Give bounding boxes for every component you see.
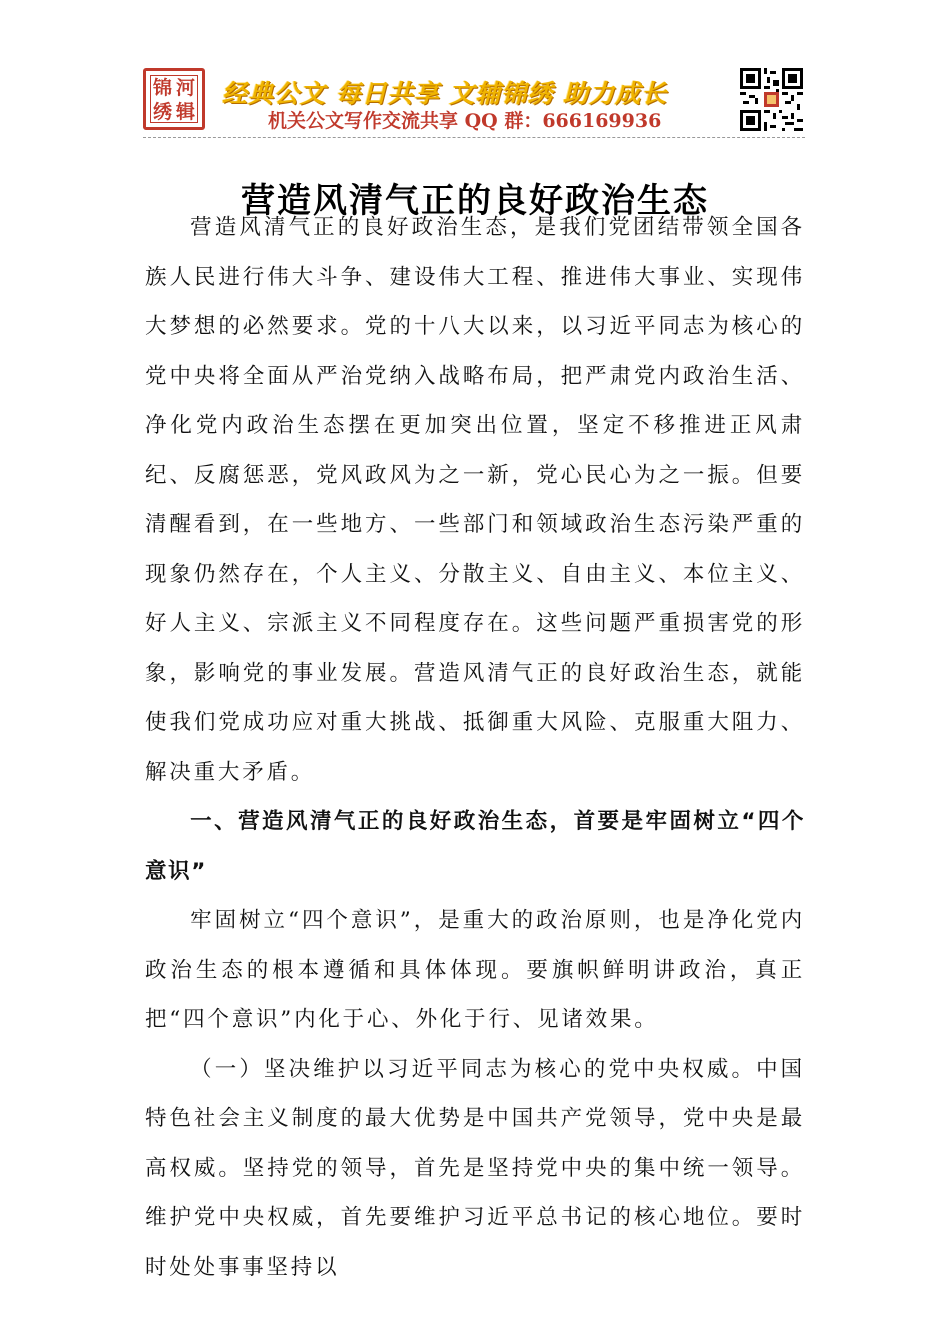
seal-char: 绣 [152, 101, 172, 123]
header-banner [0, 0, 950, 140]
document-body [145, 203, 805, 1292]
header-slogan: 经典公文 每日共享 文辅锦绣 助力成长 [222, 79, 668, 108]
qq-group-line: 机关公文写作交流共享 QQ 群：666169936 [268, 110, 662, 132]
seal-logo [143, 68, 205, 130]
intro-paragraph: 营造风清气正的良好政治生态，是我们党团结带领全国各族人民进行伟大斗争、建设伟大工程、推进伟大事业、实现伟大梦想的必然要求。党的十八大以来，以习近平同志为核心的党中央将全面从严治党纳入战略布局，把严肃党内政治生活、净化党内政治生态摆在更加突出位置，坚定不移推进正风肃纪、反腐惩恶，党风政风为之一新，党心民心为之一振。但要清醒看到，在一些地方、一些部门和领域政治生态污染严重的现象仍然存在，个人主义、分散主义、自由主义、本位主义、好人主义、宗派主义不同程度存在。这些问题严重损害党的形象，影响党的事业发展。营造风清气正的良好政治生态，就能使我们党成功应对重大挑战、抵御重大风险、克服重大阻力、解决重大矛盾。 [145, 215, 805, 785]
section-heading: 一、营造风清气正的良好政治生态，首要是牢固树立“四个意识” [145, 809, 805, 884]
qr-code-icon [740, 68, 803, 131]
seal-char: 辑 [175, 101, 195, 123]
body-paragraph: 牢固树立“四个意识”，是重大的政治原则，也是净化党内政治生态的根本遵循和具体体现。要旗帜鲜明讲政治，真正把“四个意识”内化于心、外化于行、见诸效果。 [145, 908, 805, 1032]
seal-char: 锦 [152, 77, 172, 99]
body-paragraph: （一）坚决维护以习近平同志为核心的党中央权威。中国特色社会主义制度的最大优势是中国共产党领导，党中央是最高权威。坚持党的领导，首先是坚持党中央的集中统一领导。维护党中央权威，首先要维护习近平总书记的核心地位。要时时处处事事坚持以 [145, 1056, 805, 1280]
header-divider [143, 137, 805, 138]
document-title: 营造风清气正的良好政治生态 [241, 180, 709, 221]
seal-char: 河 [175, 77, 195, 99]
